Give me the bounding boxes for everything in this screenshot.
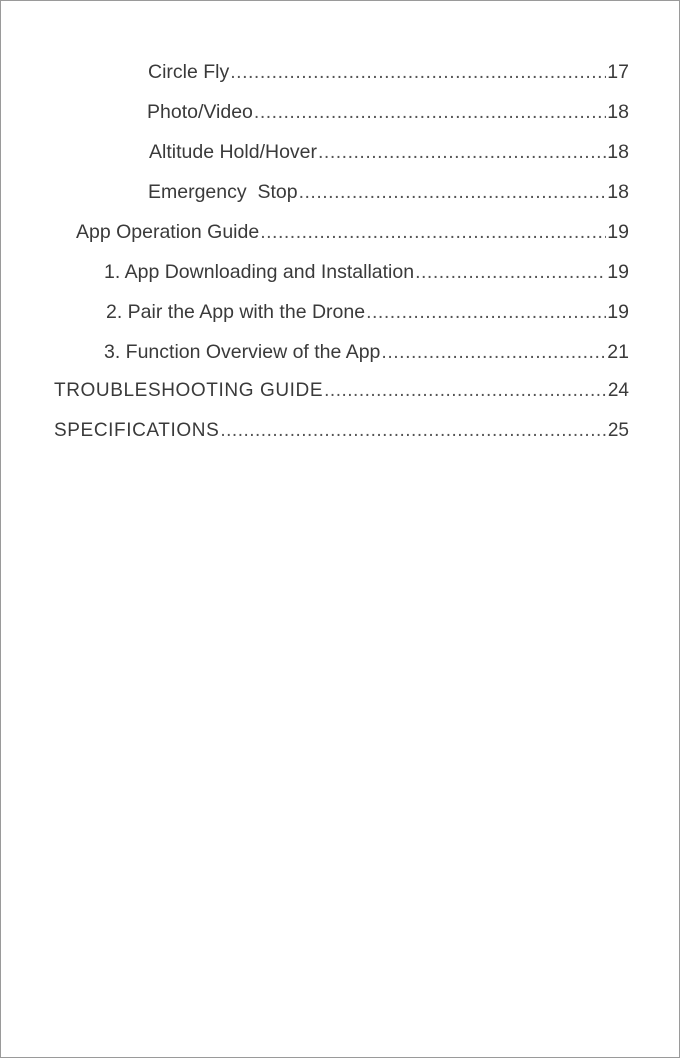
toc-dot-leader xyxy=(230,61,606,83)
toc-entry-page: 19 xyxy=(607,301,629,323)
toc-dot-leader xyxy=(254,101,606,123)
toc-entry-label: 1. App Downloading and Installation xyxy=(104,261,415,283)
toc-entry-page: 18 xyxy=(607,181,629,203)
toc-dot-leader xyxy=(381,341,606,363)
toc-entry-label: TROUBLESHOOTING GUIDE xyxy=(54,380,324,401)
toc-entry-altitude-hold[interactable] xyxy=(149,133,629,163)
toc-entry-page: 19 xyxy=(607,221,629,243)
toc-dot-leader xyxy=(220,420,607,442)
toc-dot-leader xyxy=(299,181,607,203)
toc-dot-leader xyxy=(415,261,606,283)
toc-entry-page: 24 xyxy=(607,380,629,401)
toc-entry-label: Circle Fly xyxy=(148,61,230,83)
toc-entry-function-overview[interactable] xyxy=(104,333,629,363)
toc-entry-photo-video[interactable] xyxy=(147,93,629,123)
toc-dot-leader xyxy=(318,141,606,163)
toc-entry-app-operation-guide[interactable] xyxy=(76,213,629,243)
toc-entry-label: 3. Function Overview of the App xyxy=(104,341,381,363)
toc-entry-page: 18 xyxy=(607,101,629,123)
toc-entry-app-downloading[interactable] xyxy=(104,253,629,283)
toc-entry-label: 2. Pair the App with the Drone xyxy=(106,301,366,323)
toc-entry-label: App Operation Guide xyxy=(76,221,260,243)
toc-entry-page: 18 xyxy=(607,141,629,163)
toc-entry-label: Emergency Stop xyxy=(148,181,298,203)
toc-dot-leader xyxy=(366,301,606,323)
toc-entry-emergency-stop[interactable] xyxy=(148,173,629,203)
toc-entry-pair-app[interactable] xyxy=(106,293,629,323)
toc-entry-specifications[interactable] xyxy=(54,412,629,442)
toc-entry-circle-fly[interactable] xyxy=(148,53,629,83)
toc-entry-label: Altitude Hold/Hover xyxy=(149,141,317,163)
toc-entry-label: SPECIFICATIONS xyxy=(54,420,220,441)
toc-entry-page: 25 xyxy=(607,420,629,441)
toc-entry-label: Photo/Video xyxy=(147,101,253,123)
toc-entry-troubleshooting-guide[interactable] xyxy=(54,372,629,402)
toc-entry-page: 19 xyxy=(607,261,629,283)
toc-dot-leader xyxy=(260,221,606,243)
toc-entry-page: 17 xyxy=(607,61,629,83)
toc-entry-page: 21 xyxy=(607,341,629,363)
toc-dot-leader xyxy=(324,380,607,402)
